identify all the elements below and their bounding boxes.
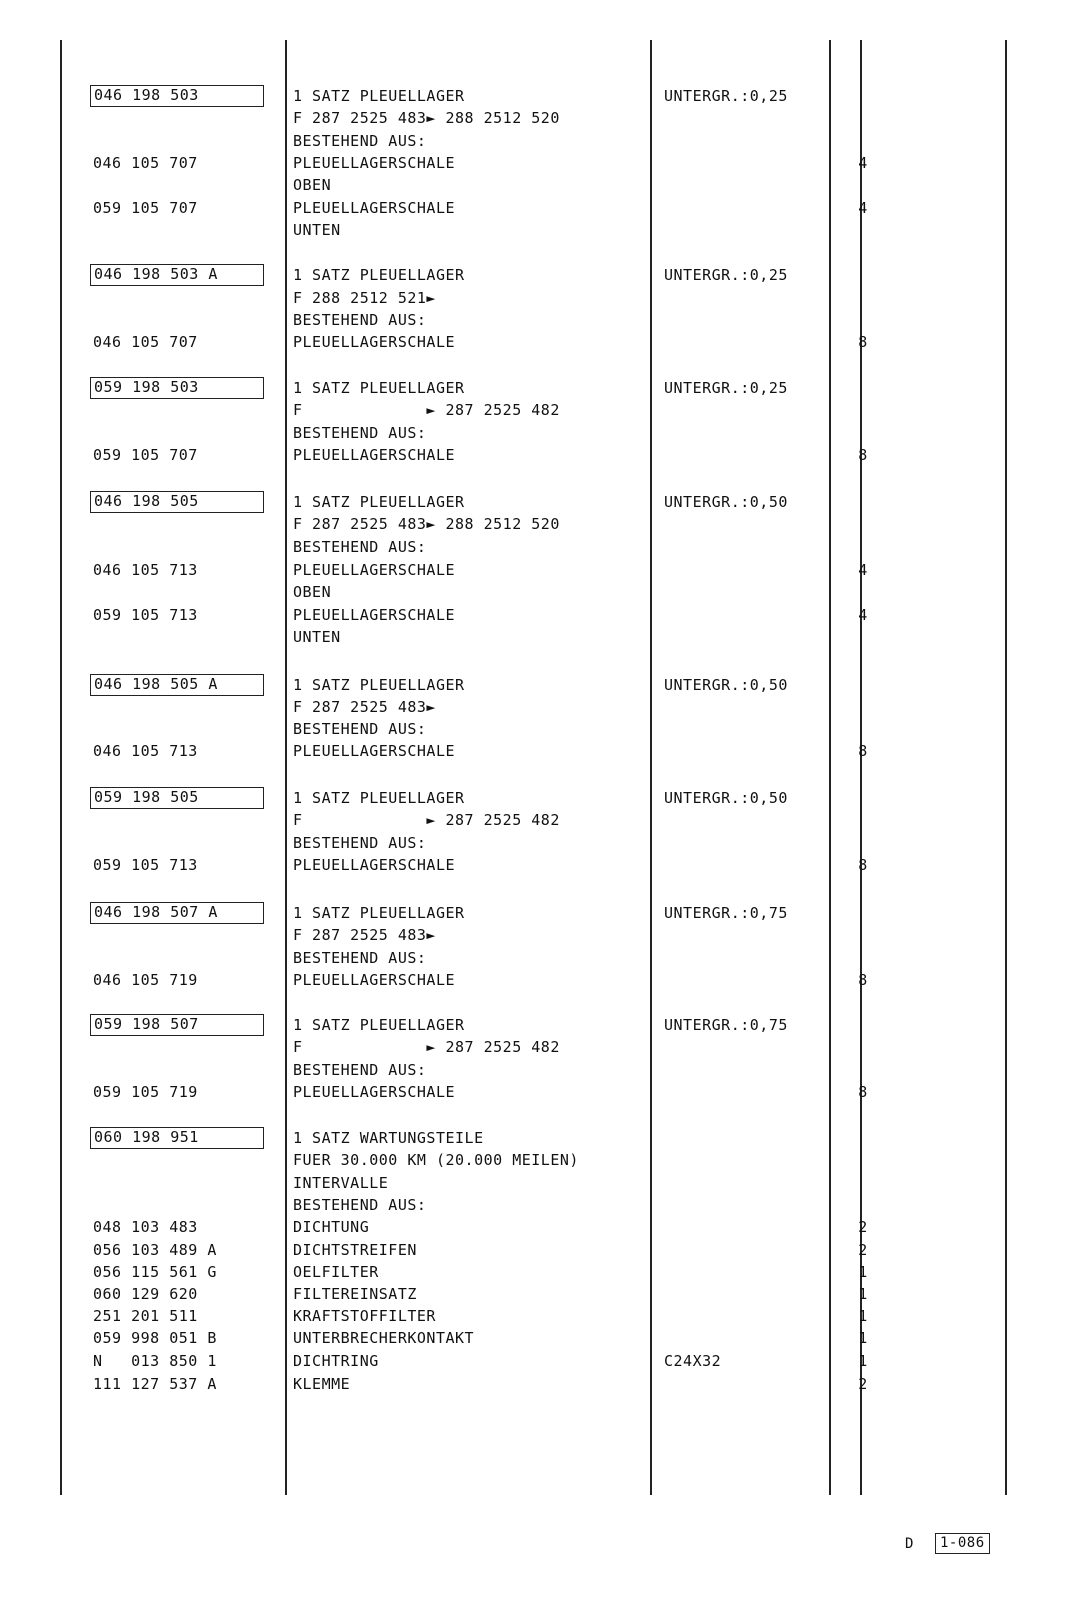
table-row xyxy=(0,536,1083,558)
table-row xyxy=(0,1261,1083,1283)
part-description: PLEUELLAGERSCHALE xyxy=(293,742,456,760)
part-number-boxed: 059 198 503 xyxy=(90,377,264,399)
table-row xyxy=(0,1081,1083,1103)
part-number-boxed: 046 198 507 A xyxy=(90,902,264,924)
part-description: 1 SATZ PLEUELLAGER xyxy=(293,379,465,397)
part-remark: UNTERGR.:0,25 xyxy=(664,379,788,397)
part-number: 059 105 707 xyxy=(93,199,198,217)
table-row xyxy=(0,1305,1083,1327)
part-description: 1 SATZ PLEUELLAGER xyxy=(293,1016,465,1034)
part-description: 1 SATZ PLEUELLAGER xyxy=(293,676,465,694)
table-row xyxy=(0,174,1083,196)
part-description: FUER 30.000 KM (20.000 MEILEN) xyxy=(293,1151,579,1169)
part-quantity: 1 xyxy=(858,1352,868,1370)
part-number: 059 105 713 xyxy=(93,606,198,624)
table-row xyxy=(0,513,1083,535)
table-row xyxy=(0,197,1083,219)
table-row xyxy=(0,130,1083,152)
part-number: 046 105 713 xyxy=(93,742,198,760)
part-description: DICHTUNG xyxy=(293,1218,370,1236)
part-description: 1 SATZ PLEUELLAGER xyxy=(293,493,465,511)
part-description: OBEN xyxy=(293,176,332,194)
part-description: F ► 287 2525 482 xyxy=(293,401,560,419)
table-row xyxy=(0,947,1083,969)
part-remark: UNTERGR.:0,50 xyxy=(664,493,788,511)
part-number: 111 127 537 A xyxy=(93,1375,217,1393)
part-quantity: 4 xyxy=(858,561,868,579)
part-quantity: 1 xyxy=(858,1285,868,1303)
part-description: BESTEHEND AUS: xyxy=(293,132,427,150)
part-quantity: 2 xyxy=(858,1218,868,1236)
part-description: PLEUELLAGERSCHALE xyxy=(293,199,456,217)
table-row xyxy=(0,787,1083,809)
table-row xyxy=(0,152,1083,174)
table-row xyxy=(0,854,1083,876)
part-description: PLEUELLAGERSCHALE xyxy=(293,561,456,579)
part-description: F 287 2525 483► xyxy=(293,926,436,944)
part-number: 059 105 719 xyxy=(93,1083,198,1101)
part-quantity: 8 xyxy=(858,971,868,989)
table-row xyxy=(0,1283,1083,1305)
part-number: 056 115 561 G xyxy=(93,1263,217,1281)
part-quantity: 8 xyxy=(858,742,868,760)
part-number: 056 103 489 A xyxy=(93,1241,217,1259)
part-description: KRAFTSTOFFILTER xyxy=(293,1307,436,1325)
table-row xyxy=(0,969,1083,991)
part-description: FILTEREINSATZ xyxy=(293,1285,417,1303)
part-number-boxed: 046 198 503 xyxy=(90,85,264,107)
table-row xyxy=(0,626,1083,648)
table-row xyxy=(0,491,1083,513)
table-row xyxy=(0,1350,1083,1372)
table-row xyxy=(0,674,1083,696)
table-row xyxy=(0,309,1083,331)
part-quantity: 8 xyxy=(858,856,868,874)
part-description: PLEUELLAGERSCHALE xyxy=(293,333,456,351)
part-description: BESTEHEND AUS: xyxy=(293,424,427,442)
part-number: 060 129 620 xyxy=(93,1285,198,1303)
part-number: 059 105 713 xyxy=(93,856,198,874)
part-number: 251 201 511 xyxy=(93,1307,198,1325)
part-number: 059 998 051 B xyxy=(93,1329,217,1347)
table-row xyxy=(0,399,1083,421)
part-number-boxed: 059 198 507 xyxy=(90,1014,264,1036)
table-row xyxy=(0,1014,1083,1036)
part-number: N 013 850 1 xyxy=(93,1352,217,1370)
part-number: 059 105 707 xyxy=(93,446,198,464)
part-description: OELFILTER xyxy=(293,1263,379,1281)
part-description: KLEMME xyxy=(293,1375,351,1393)
part-number: 046 105 719 xyxy=(93,971,198,989)
table-row xyxy=(0,1127,1083,1149)
table-row xyxy=(0,832,1083,854)
part-description: DICHTRING xyxy=(293,1352,379,1370)
table-row xyxy=(0,107,1083,129)
part-description: BESTEHEND AUS: xyxy=(293,720,427,738)
table-row xyxy=(0,924,1083,946)
table-row xyxy=(0,809,1083,831)
part-remark: UNTERGR.:0,25 xyxy=(664,266,788,284)
part-description: BESTEHEND AUS: xyxy=(293,834,427,852)
table-row xyxy=(0,718,1083,740)
part-description: PLEUELLAGERSCHALE xyxy=(293,154,456,172)
part-description: UNTEN xyxy=(293,628,341,646)
part-quantity: 8 xyxy=(858,446,868,464)
part-description: BESTEHEND AUS: xyxy=(293,311,427,329)
part-number: 046 105 713 xyxy=(93,561,198,579)
table-row xyxy=(0,85,1083,107)
part-description: OBEN xyxy=(293,583,332,601)
part-quantity: 2 xyxy=(858,1241,868,1259)
part-description: PLEUELLAGERSCHALE xyxy=(293,856,456,874)
table-row xyxy=(0,219,1083,241)
part-description: F 287 2525 483► 288 2512 520 xyxy=(293,109,560,127)
part-description: F 288 2512 521► xyxy=(293,289,436,307)
table-row xyxy=(0,1216,1083,1238)
part-quantity: 4 xyxy=(858,606,868,624)
part-description: BESTEHEND AUS: xyxy=(293,1061,427,1079)
part-description: PLEUELLAGERSCHALE xyxy=(293,971,456,989)
part-number-boxed: 060 198 951 xyxy=(90,1127,264,1149)
part-remark: UNTERGR.:0,75 xyxy=(664,1016,788,1034)
table-row xyxy=(0,1327,1083,1349)
part-description: 1 SATZ PLEUELLAGER xyxy=(293,87,465,105)
table-row xyxy=(0,331,1083,353)
part-description: BESTEHEND AUS: xyxy=(293,949,427,967)
part-description: PLEUELLAGERSCHALE xyxy=(293,1083,456,1101)
part-number-boxed: 059 198 505 xyxy=(90,787,264,809)
part-description: 1 SATZ PLEUELLAGER xyxy=(293,266,465,284)
table-row xyxy=(0,1149,1083,1171)
table-row xyxy=(0,264,1083,286)
table-row xyxy=(0,444,1083,466)
part-quantity: 1 xyxy=(858,1307,868,1325)
part-quantity: 2 xyxy=(858,1375,868,1393)
table-row xyxy=(0,1172,1083,1194)
part-remark: UNTERGR.:0,50 xyxy=(664,789,788,807)
part-description: 1 SATZ PLEUELLAGER xyxy=(293,789,465,807)
part-quantity: 4 xyxy=(858,199,868,217)
table-row xyxy=(0,1036,1083,1058)
part-description: DICHTSTREIFEN xyxy=(293,1241,417,1259)
table-row xyxy=(0,1059,1083,1081)
table-row xyxy=(0,1239,1083,1261)
part-number-boxed: 046 198 503 A xyxy=(90,264,264,286)
table-row xyxy=(0,1373,1083,1395)
table-row xyxy=(0,559,1083,581)
part-description: F 287 2525 483► 288 2512 520 xyxy=(293,515,560,533)
part-number: 046 105 707 xyxy=(93,333,198,351)
page-number: 1-086 xyxy=(935,1533,990,1554)
footer-letter: D xyxy=(905,1536,914,1552)
part-remark: C24X32 xyxy=(664,1352,722,1370)
part-number: 046 105 707 xyxy=(93,154,198,172)
table-row xyxy=(0,696,1083,718)
part-description: BESTEHEND AUS: xyxy=(293,1196,427,1214)
part-description: 1 SATZ WARTUNGSTEILE xyxy=(293,1129,484,1147)
part-quantity: 1 xyxy=(858,1329,868,1347)
part-number-boxed: 046 198 505 xyxy=(90,491,264,513)
part-description: UNTERBRECHERKONTAKT xyxy=(293,1329,475,1347)
part-description: F ► 287 2525 482 xyxy=(293,1038,560,1056)
part-description: F 287 2525 483► xyxy=(293,698,436,716)
part-description: UNTEN xyxy=(293,221,341,239)
table-row xyxy=(0,1194,1083,1216)
part-quantity: 4 xyxy=(858,154,868,172)
table-row xyxy=(0,377,1083,399)
table-row xyxy=(0,287,1083,309)
part-quantity: 1 xyxy=(858,1263,868,1281)
part-description: PLEUELLAGERSCHALE xyxy=(293,606,456,624)
part-description: 1 SATZ PLEUELLAGER xyxy=(293,904,465,922)
table-row xyxy=(0,581,1083,603)
table-row xyxy=(0,422,1083,444)
part-description: BESTEHEND AUS: xyxy=(293,538,427,556)
part-quantity: 8 xyxy=(858,333,868,351)
part-quantity: 8 xyxy=(858,1083,868,1101)
part-description: INTERVALLE xyxy=(293,1174,389,1192)
part-description: F ► 287 2525 482 xyxy=(293,811,560,829)
part-number: 048 103 483 xyxy=(93,1218,198,1236)
part-remark: UNTERGR.:0,50 xyxy=(664,676,788,694)
part-description: PLEUELLAGERSCHALE xyxy=(293,446,456,464)
table-row xyxy=(0,604,1083,626)
table-row xyxy=(0,740,1083,762)
table-row xyxy=(0,902,1083,924)
part-remark: UNTERGR.:0,75 xyxy=(664,904,788,922)
part-number-boxed: 046 198 505 A xyxy=(90,674,264,696)
part-remark: UNTERGR.:0,25 xyxy=(664,87,788,105)
